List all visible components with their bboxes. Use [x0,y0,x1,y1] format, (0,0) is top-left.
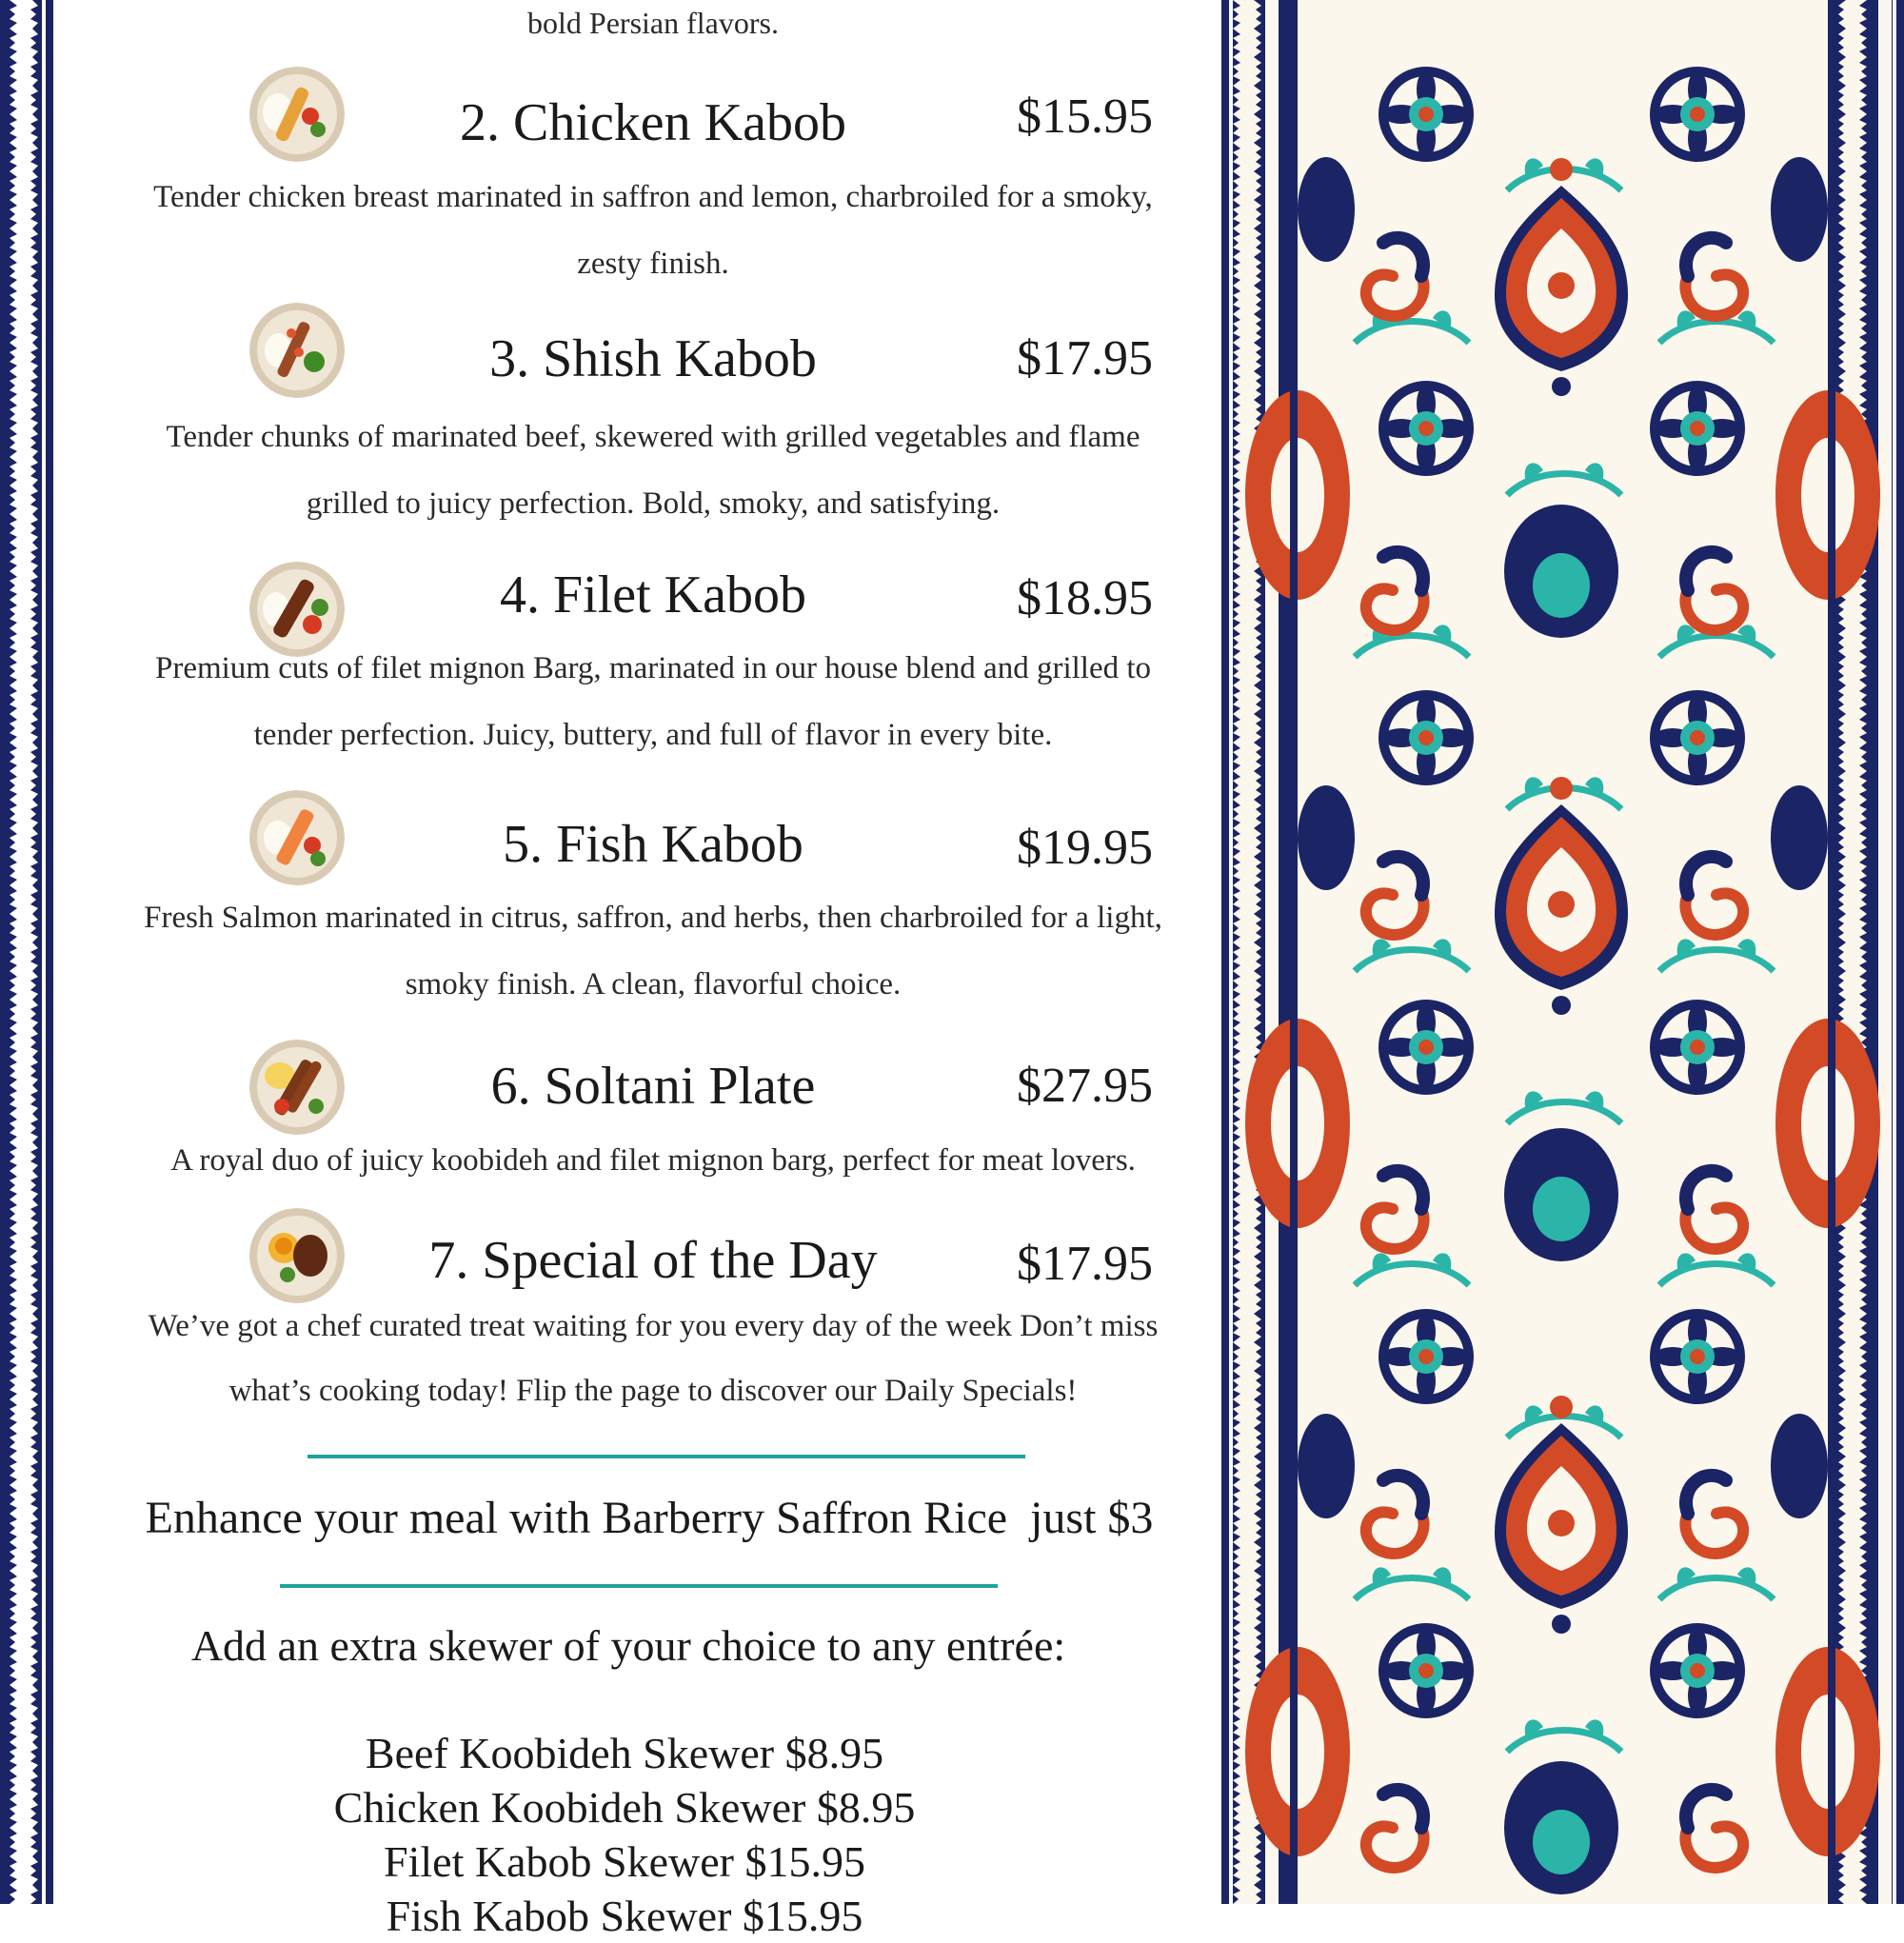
menu-item-name: 5. Fish Kabob [503,815,803,874]
menu-item-description: Fresh Salmon marinated in citrus, saffron, and herbs, then charbroiled for a light, smoky finish. A clean, flavorful choice. [144,901,1162,1001]
menu-item-name: 6. Soltani Plate [490,1057,816,1116]
menu-column [59,0,1221,1940]
menu-item-name: 4. Filet Kabob [500,565,806,625]
skewer-option: Fish Kabob Skewer $15.95 [386,1892,863,1940]
intro-text-tail: bold Persian flavors. [527,6,779,40]
menu-item-description: Tender chunks of marinated beef, skewered with grilled vegetables and flame grilled to juicy perfection. Bold, smoky, and satisfying. [166,420,1140,521]
divider-rule [280,1584,998,1588]
menu-item-description: Tender chicken breast marinated in saffron and lemon, charbroiled for a smoky, zesty finish. [153,180,1153,281]
menu-item-price: $17.95 [1017,1237,1153,1291]
menu-item-description: Premium cuts of filet mignon Barg, marinated in our house blend and grilled to tender perfection. Juicy, buttery, and full of flavor in every bite. [154,651,1152,752]
menu-item-price: $17.95 [1017,331,1153,386]
skewer-option: Chicken Koobideh Skewer $8.95 [333,1783,916,1832]
menu-item-description: A royal duo of juicy koobideh and filet mignon barg, perfect for meat lovers. [170,1143,1136,1178]
skewer-option: Beef Koobideh Skewer $8.95 [365,1729,884,1777]
persian-tile-panel [1221,0,1904,1904]
menu-item-price: $18.95 [1017,571,1153,625]
enhance-rice-note: Enhance your meal with Barberry Saffron Rice just $3 [145,1493,1154,1543]
extra-skewer-list [30,1726,1219,1943]
skewer-option: Filet Kabob Skewer $15.95 [384,1837,865,1886]
menu-item-name: 3. Shish Kabob [489,329,817,388]
menu-item-name: 2. Chicken Kabob [460,93,846,152]
menu-item-name: 7. Special of the Day [428,1231,878,1290]
extra-skewer-heading: Add an extra skewer of your choice to any entrée: [190,1621,1066,1670]
menu-item-price: $27.95 [1017,1059,1153,1113]
menu-item-description: We’ve got a chef curated treat waiting for you every day of the week Don’t miss what’s cooking today! Flip the page to discover our Daily Specials! [148,1309,1159,1408]
divider-rule [307,1455,1025,1458]
menu-item-price: $19.95 [1017,821,1153,875]
menu-item-price: $15.95 [1017,89,1153,144]
